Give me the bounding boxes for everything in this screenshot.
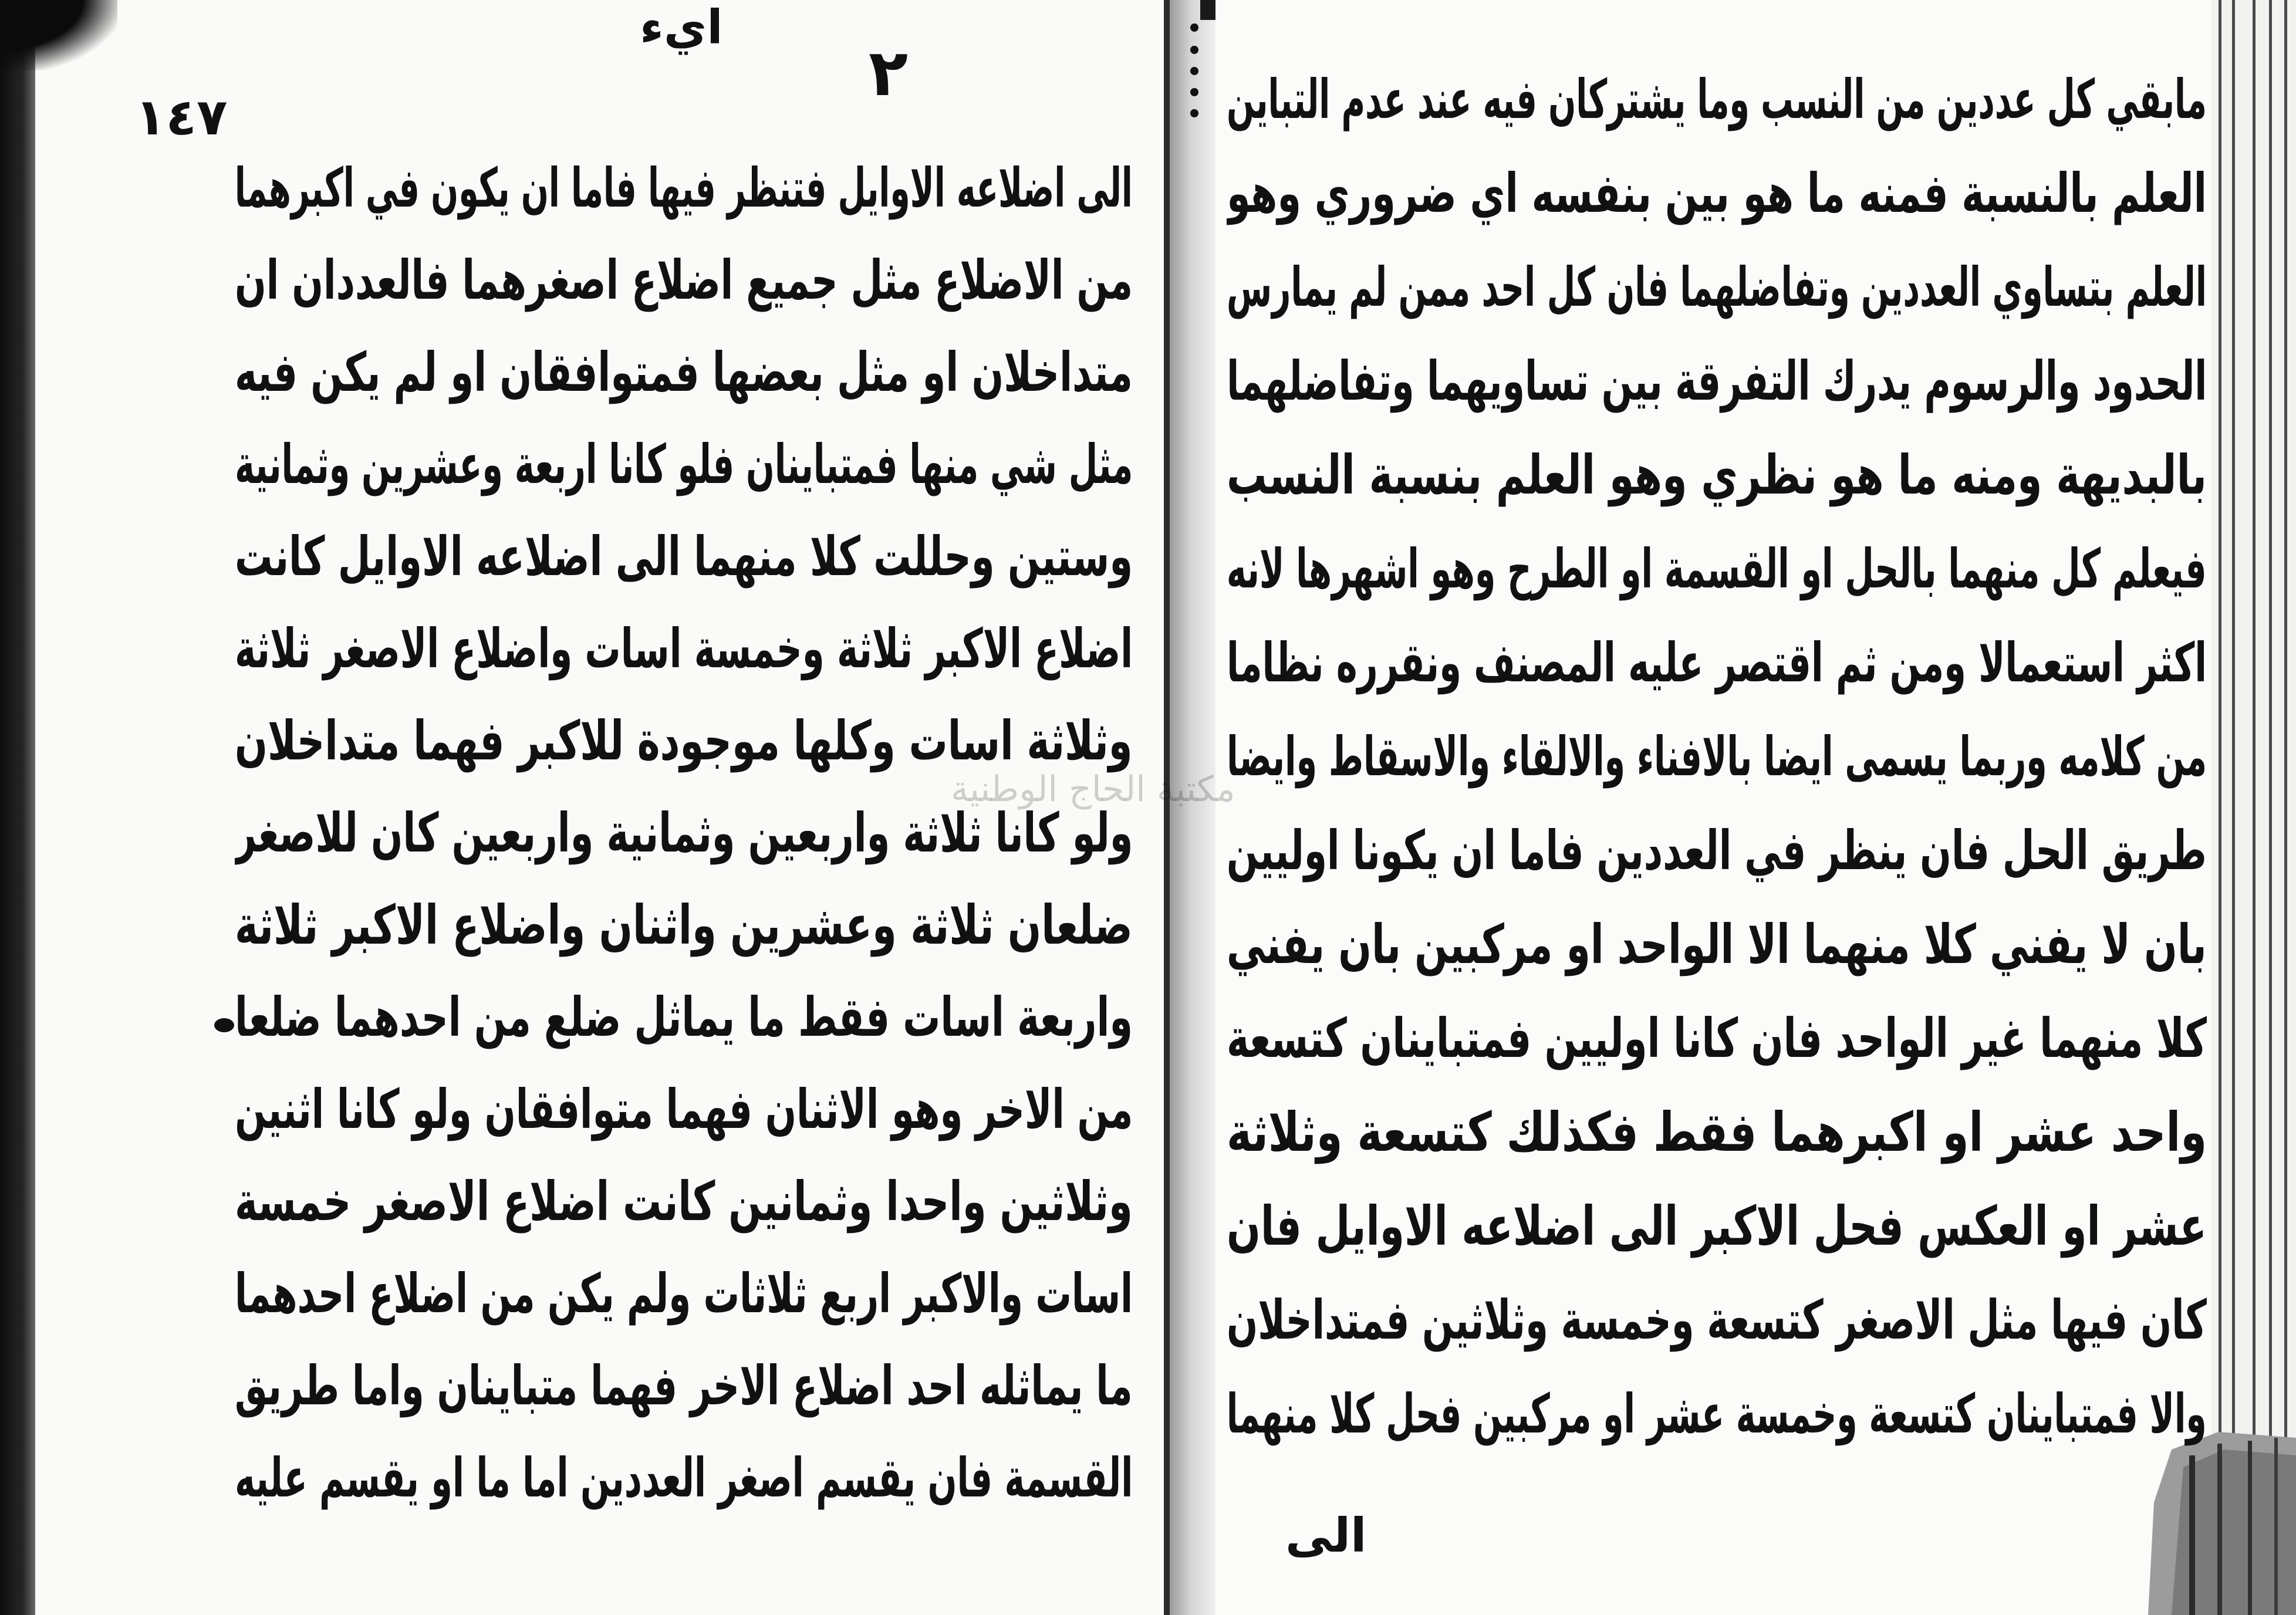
line-text: واحد عشر او اكبرهما فقط فكذلك كتسعة وثلاثة xyxy=(1227,1101,2207,1164)
library-watermark: مكتبة الحاج الوطنية xyxy=(951,769,1235,810)
top-margin-mark: ٢ xyxy=(869,35,909,110)
line-text: وستين وحللت كلا منهما الى اضلاعه الاوايل كانت xyxy=(235,525,1133,588)
text-line xyxy=(1227,1086,2207,1180)
line-text: مابقي كل عددين من النسب وما يشتركان فيه عند عدم التباين xyxy=(1227,68,2207,131)
text-line xyxy=(1227,241,2207,335)
line-text: ما يماثله احد اضلاع الاخر فهما متباينان واما طريق xyxy=(235,1354,1133,1417)
page-edge-line xyxy=(2232,0,2235,1615)
scan-corner-shadow xyxy=(0,0,117,70)
text-line xyxy=(1227,428,2207,522)
text-line xyxy=(235,234,1133,326)
line-text: من كلامه وربما يسمى ايضا بالافناء والالقاء والاسقاط وايضا xyxy=(1227,725,2207,788)
text-line xyxy=(235,142,1133,234)
line-text: اسات والاكبر اربع ثلاثات ولم يكن من اضلاع احدهما xyxy=(235,1262,1133,1325)
line-text: اضلاع الاكبر ثلاثة وخمسة اسات واضلاع الاصغر ثلاثة xyxy=(235,617,1133,680)
line-text: الى اضلاعه الاوايل فتنظر فيها فاما ان يكون في اكبرهما xyxy=(235,157,1133,219)
text-line xyxy=(235,1432,1133,1524)
folio-number: ١٤٧ xyxy=(135,88,228,147)
text-line xyxy=(1227,1273,2207,1367)
line-text: من الاضلاع مثل جميع اضلاع اصغرهما فالعددان ان xyxy=(235,249,1133,312)
line-text: والا فمتباينان كتسعة وخمسة عشر او مركبين فحل كلا منهما xyxy=(1227,1383,2207,1445)
line-text: مثل شي منها فمتباينان فلو كانا اربعة وعشرين وثمانية xyxy=(235,433,1133,496)
line-text: من الاخر وهو الاثنان فهما متوافقان ولو كانا اثنين xyxy=(235,1078,1133,1141)
line-text: القسمة فان يقسم اصغر العددين اما ما او يقسم عليه xyxy=(235,1447,1133,1509)
left-page-text xyxy=(235,142,1133,1524)
text-line xyxy=(1227,992,2207,1086)
binding-stitch xyxy=(1190,67,1198,75)
binding-stitch xyxy=(1190,109,1198,117)
line-text: عشر او العكس فحل الاكبر الى اضلاعه الاوايل فان xyxy=(1227,1195,2207,1258)
page-edge-line xyxy=(2284,0,2287,1615)
line-text: اكثر استعمالا ومن ثم اقتصر عليه المصنف ونقرره نظاما xyxy=(1227,631,2207,694)
right-page-text xyxy=(1227,53,2207,1461)
text-line xyxy=(235,418,1133,511)
text-line xyxy=(1227,522,2207,616)
scan-left-edge xyxy=(0,0,35,1615)
text-line xyxy=(235,1248,1133,1340)
page-edge-line xyxy=(2269,0,2272,1615)
line-text: ولو كانا ثلاثة واربعين وثمانية واربعين كان للاصغر xyxy=(235,802,1133,864)
text-line xyxy=(1227,616,2207,710)
text-line xyxy=(1227,1367,2207,1461)
text-line xyxy=(235,603,1133,695)
line-text: واربعة اسات فقط ما يماثل ضلع من احدهما ضلعا xyxy=(235,986,1133,1049)
line-text: متداخلان او مثل بعضها فمتوافقان او لم يكن فيه xyxy=(235,341,1133,404)
line-text: فيعلم كل منهما بالحل او القسمة او الطرح وهو اشهرها لانه xyxy=(1227,538,2207,600)
ink-blot xyxy=(214,1018,234,1032)
page-edge-line xyxy=(2219,0,2221,1615)
text-line xyxy=(235,1340,1133,1432)
page-edge-line xyxy=(2253,0,2256,1615)
text-line xyxy=(1227,335,2207,428)
text-line xyxy=(1227,147,2207,241)
page-stack-edge xyxy=(2211,0,2296,1615)
text-line xyxy=(235,511,1133,603)
text-line xyxy=(1227,53,2207,147)
text-line xyxy=(1227,1180,2207,1273)
text-line xyxy=(235,879,1133,971)
line-text: طريق الحل فان ينظر في العددين فاما ان يكونا اوليين xyxy=(1227,819,2207,882)
line-text: كلا منهما غير الواحد فان كانا اوليين فمتباينان كتسعة xyxy=(1227,1007,2207,1070)
text-line xyxy=(235,971,1133,1063)
binding-stitch xyxy=(1190,23,1198,32)
catchword: الى xyxy=(1285,1508,1367,1563)
line-text: وثلاثة اسات وكلها موجودة للاكبر فهما متداخلان xyxy=(235,709,1133,772)
text-line xyxy=(1227,804,2207,898)
line-text: بان لا يفني كلا منهما الا الواحد او مركبين بان يفني xyxy=(1227,913,2207,976)
line-text: الحدود والرسوم يدرك التفرقة بين تساويهما وتفاضلهما xyxy=(1227,350,2207,413)
text-line xyxy=(235,1155,1133,1248)
text-line xyxy=(235,1063,1133,1155)
text-line xyxy=(1227,898,2207,992)
line-text: بالبديهة ومنه ما هو نظري وهو العلم بنسبة النسب xyxy=(1227,444,2207,506)
text-line xyxy=(235,326,1133,418)
line-text: العلم بتساوي العددين وتفاضلهما فان كل احد ممن لم يمارس xyxy=(1227,256,2207,319)
line-text: ضلعان ثلاثة وعشرين واثنان واضلاع الاكبر ثلاثة xyxy=(235,894,1133,957)
line-text: العلم بالنسبة فمنه ما هو بين بنفسه اي ضروري وهو xyxy=(1227,162,2207,225)
line-text: وثلاثين واحدا وثمانين كانت اضلاع الاصغر خمسة xyxy=(235,1170,1133,1233)
binding-stitch xyxy=(1190,88,1198,96)
text-line xyxy=(1227,710,2207,804)
top-margin-mark: ايء xyxy=(640,0,723,55)
binding-stitch xyxy=(1190,46,1198,54)
line-text: كان فيها مثل الاصغر كتسعة وخمسة وثلاثين فمتداخلان xyxy=(1227,1289,2207,1352)
